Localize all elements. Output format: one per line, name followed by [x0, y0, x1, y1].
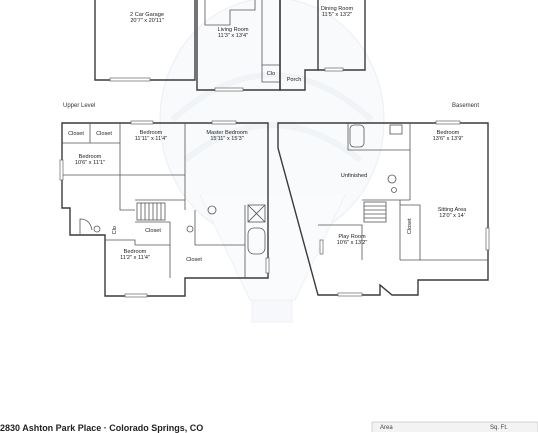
footer-address: 2830 Ashton Park Place · Colorado Springs, CO: [0, 423, 204, 433]
room-dining-size: 11'5" x 13'2": [321, 12, 353, 19]
room-play-room-size: 10'6" x 13'2": [336, 240, 368, 247]
room-living-name: Living Room: [217, 27, 249, 33]
room-upper-bedroom-3-name: Bedroom: [123, 249, 147, 255]
room-upper-closet-a: [64, 131, 88, 137]
room-upper-closet-b: [92, 131, 116, 137]
room-upper-closet-b-name: Closet: [96, 131, 112, 137]
footer-table: [372, 422, 538, 432]
upper-stairs: [137, 203, 165, 220]
room-dining: [312, 6, 362, 19]
room-upper-clo: [112, 223, 118, 237]
room-upper-bedroom-1: [128, 130, 174, 143]
room-upper-closet-c-name: Closet: [145, 228, 161, 234]
room-basement-bedroom-name: Bedroom: [436, 130, 460, 136]
room-play-room: [330, 234, 374, 247]
room-basement-bedroom-size: 13'6" x 13'9": [432, 136, 464, 143]
room-master-bedroom-name: Master Bedroom: [206, 130, 248, 136]
room-sitting-area-size: 12'0" x 14': [439, 213, 465, 220]
room-upper-bedroom-2-name: Bedroom: [78, 154, 102, 160]
room-sitting-area-name: Sitting Area: [437, 207, 467, 213]
room-main-clo-name: Clo: [266, 71, 276, 77]
room-upper-closet-c: [141, 228, 165, 234]
room-living-size: 11'3" x 13'4": [217, 33, 249, 40]
room-sitting-area: [430, 207, 474, 220]
room-unfinished: [336, 173, 372, 179]
room-master-bedroom-size: 15'11" x 15'3": [210, 136, 244, 143]
room-play-room-name: Play Room: [338, 234, 366, 240]
room-basement-closet-name: Closet: [406, 218, 413, 235]
room-porch-name: Porch: [286, 77, 302, 83]
room-upper-bedroom-3-size: 11'2" x 11'4": [120, 255, 150, 262]
room-upper-bedroom-1-size: 11'11" x 11'4": [134, 136, 168, 143]
room-upper-closet-a-name: Closet: [68, 131, 84, 137]
footer-table-right: Sq. Ft.: [490, 425, 508, 431]
room-upper-bedroom-2: [68, 154, 112, 167]
room-upper-clo-name: Clo: [111, 226, 118, 235]
level-label-upper: Upper Level: [63, 103, 96, 109]
room-garage: [115, 12, 179, 25]
room-upper-bedroom-2-size: 10'6" x 11'1": [74, 160, 106, 167]
room-upper-closet-d: [182, 257, 206, 263]
room-upper-bedroom-1-name: Bedroom: [139, 130, 163, 136]
basement-stairs: [364, 202, 386, 222]
room-garage-name: 2 Car Garage: [130, 12, 164, 18]
room-porch: [283, 77, 305, 83]
room-upper-closet-d-name: Closet: [186, 257, 202, 263]
room-master-bedroom: [198, 130, 256, 143]
footer-table-left: Area: [380, 425, 393, 431]
room-garage-size: 20'7" x 20'11": [130, 18, 164, 25]
room-basement-closet: [407, 214, 413, 238]
room-living: [208, 27, 258, 40]
room-dining-name: Dining Room: [320, 6, 354, 12]
balloon-watermark: [160, 0, 384, 322]
level-label-basement: Basement: [452, 103, 480, 109]
room-basement-bedroom: [424, 130, 472, 143]
room-unfinished-name: Unfinished: [340, 173, 368, 179]
room-upper-bedroom-3: [112, 249, 158, 262]
room-main-clo: [264, 71, 278, 77]
